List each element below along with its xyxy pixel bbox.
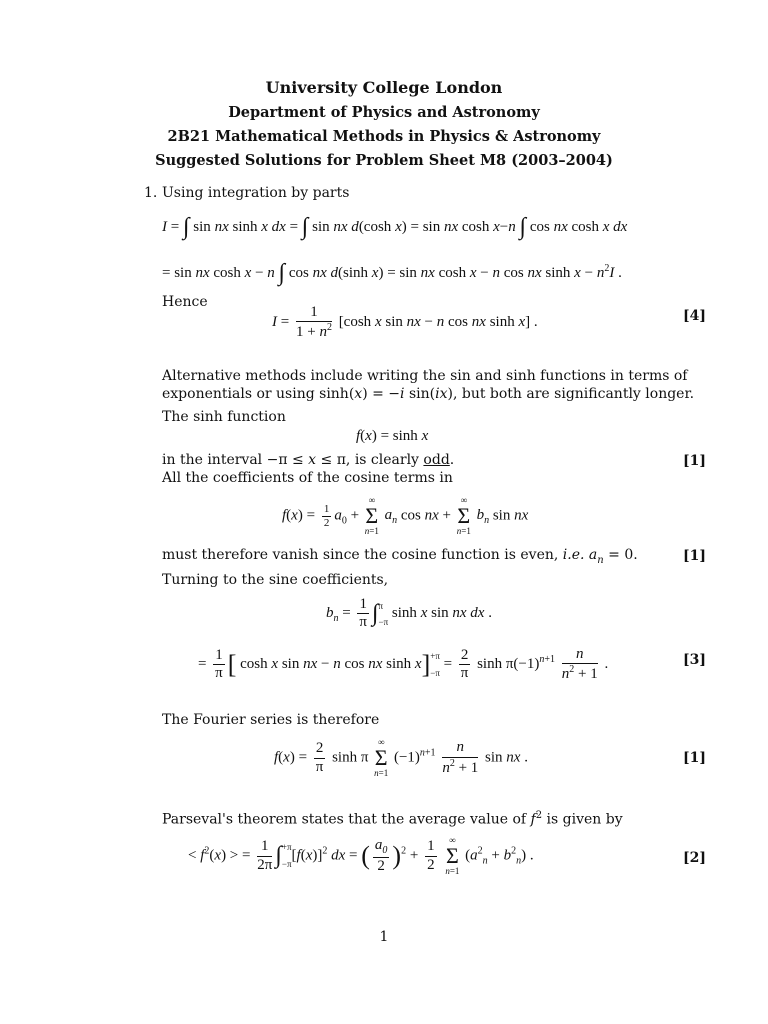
- equation-integration-parts-1: I = ∫ sin nx sinh x dx = ∫ sin nx d(cosh x) = sin nx cosh x−n ∫ cos nx cosh x dx: [162, 214, 628, 240]
- turning-text: Turning to the sine coefficients,: [162, 572, 389, 588]
- alternative-line-2-end: , but both are significantly longer.: [452, 386, 695, 402]
- parseval-text: Parseval's theorem states that the average value of $f^2$ is given by: [162, 810, 623, 828]
- mark-2: [2]: [683, 850, 706, 866]
- equation-parseval: < $f^2(x)$ > = $\frac{1}{2\pi}$ ∫+π $-\pi[f(x)]^2$ dx = ( $\frac{a_0}{2}$ )$^2$ + $\frac{1}{2}$ ∞ Σ n=1 $(a^2_n + b^2_n)$ .: [188, 835, 534, 876]
- question-number: 1.: [144, 185, 158, 201]
- vanish-text: must therefore vanish since the cosine function is even, i.e. $a_n = 0$.: [162, 547, 638, 566]
- equation-f-sinh: f(x) = sinh x: [356, 428, 429, 444]
- ie-abbrev: i.e.: [562, 547, 585, 563]
- equation-bn-evaluated: = $\frac{1}{\pi}$ [ cosh x sin nx − n cos nx sinh x]+π −π = $\frac{2}{\pi}$ $\sinh \pi(-1)^{n+1}$ $\frac{n}{n^2 + 1}$ .: [198, 646, 609, 683]
- equation-fourier-series: f(x) = $\frac{2}{\pi}$ sinh π ∞ Σ n=1 $(-1)^{n+1}$ $\frac{n}{n^2 + 1}$ sin nx .: [274, 737, 528, 778]
- university-title: University College London: [265, 78, 503, 97]
- parseval-text-end: is given by: [542, 811, 623, 828]
- mark-1-odd: [1]: [683, 453, 706, 469]
- equation-integration-parts-2: = sin nx cosh x − n ∫ cos nx d(sinh x) = sin nx cosh x − n cos nx $\sinh x - n^2I$ .: [162, 260, 622, 286]
- intro-text: Using integration by parts: [162, 185, 350, 201]
- mark-1-vanish: [1]: [683, 548, 706, 564]
- fourier-series-text: The Fourier series is therefore: [162, 712, 380, 728]
- equation-bn-integral: $b_n$ = $\frac{1}{\pi}$ ∫π −π sinh x sin nx dx .: [326, 596, 492, 631]
- sheet-title: Suggested Solutions for Problem Sheet M8 (2003–2004): [155, 152, 613, 169]
- parseval-text-start: Parseval's theorem states that the average value of: [162, 811, 531, 828]
- mark-3: [3]: [683, 652, 706, 668]
- course-title: 2B21 Mathematical Methods in Physics & Astronomy: [167, 128, 601, 145]
- alternative-line-2: exponentials or using sinh(x) = −i sin(ix), but both are significantly longer.: [162, 386, 695, 402]
- equation-fourier-expansion: f(x) = $\frac{1}{2}$ $a_0$ + ∞ Σ n=1 $a_n$ cos nx + ∞ Σ n=1 $b_n$ sin nx: [282, 495, 529, 536]
- interval-text-mid: , is clearly: [345, 452, 424, 468]
- mark-4: [4]: [683, 308, 706, 324]
- equation-result-I: I = $\frac{1}{1 + n^2}$ [cosh x sin nx − n cos nx sinh x] .: [272, 304, 538, 341]
- page-number: 1: [379, 929, 389, 945]
- vanish-text-start: must therefore vanish since the cosine function is even,: [162, 547, 563, 563]
- odd-word: odd: [423, 452, 450, 468]
- interval-text: in the interval −π ≤ x ≤ π, is clearly odd.: [162, 452, 455, 468]
- interval-text-start: in the interval: [162, 452, 267, 468]
- department-title: Department of Physics and Astronomy: [228, 104, 540, 121]
- mark-1-series: [1]: [683, 750, 706, 766]
- alternative-line-1: Alternative methods include writing the sin and sinh functions in terms of: [162, 368, 688, 384]
- hence-text: Hence: [162, 294, 208, 310]
- alternative-line-2-start: exponentials or using sinh(: [162, 386, 355, 402]
- all-coefficients-text: All the coefficients of the cosine terms in: [162, 470, 453, 486]
- sinh-function-text: The sinh function: [162, 409, 286, 425]
